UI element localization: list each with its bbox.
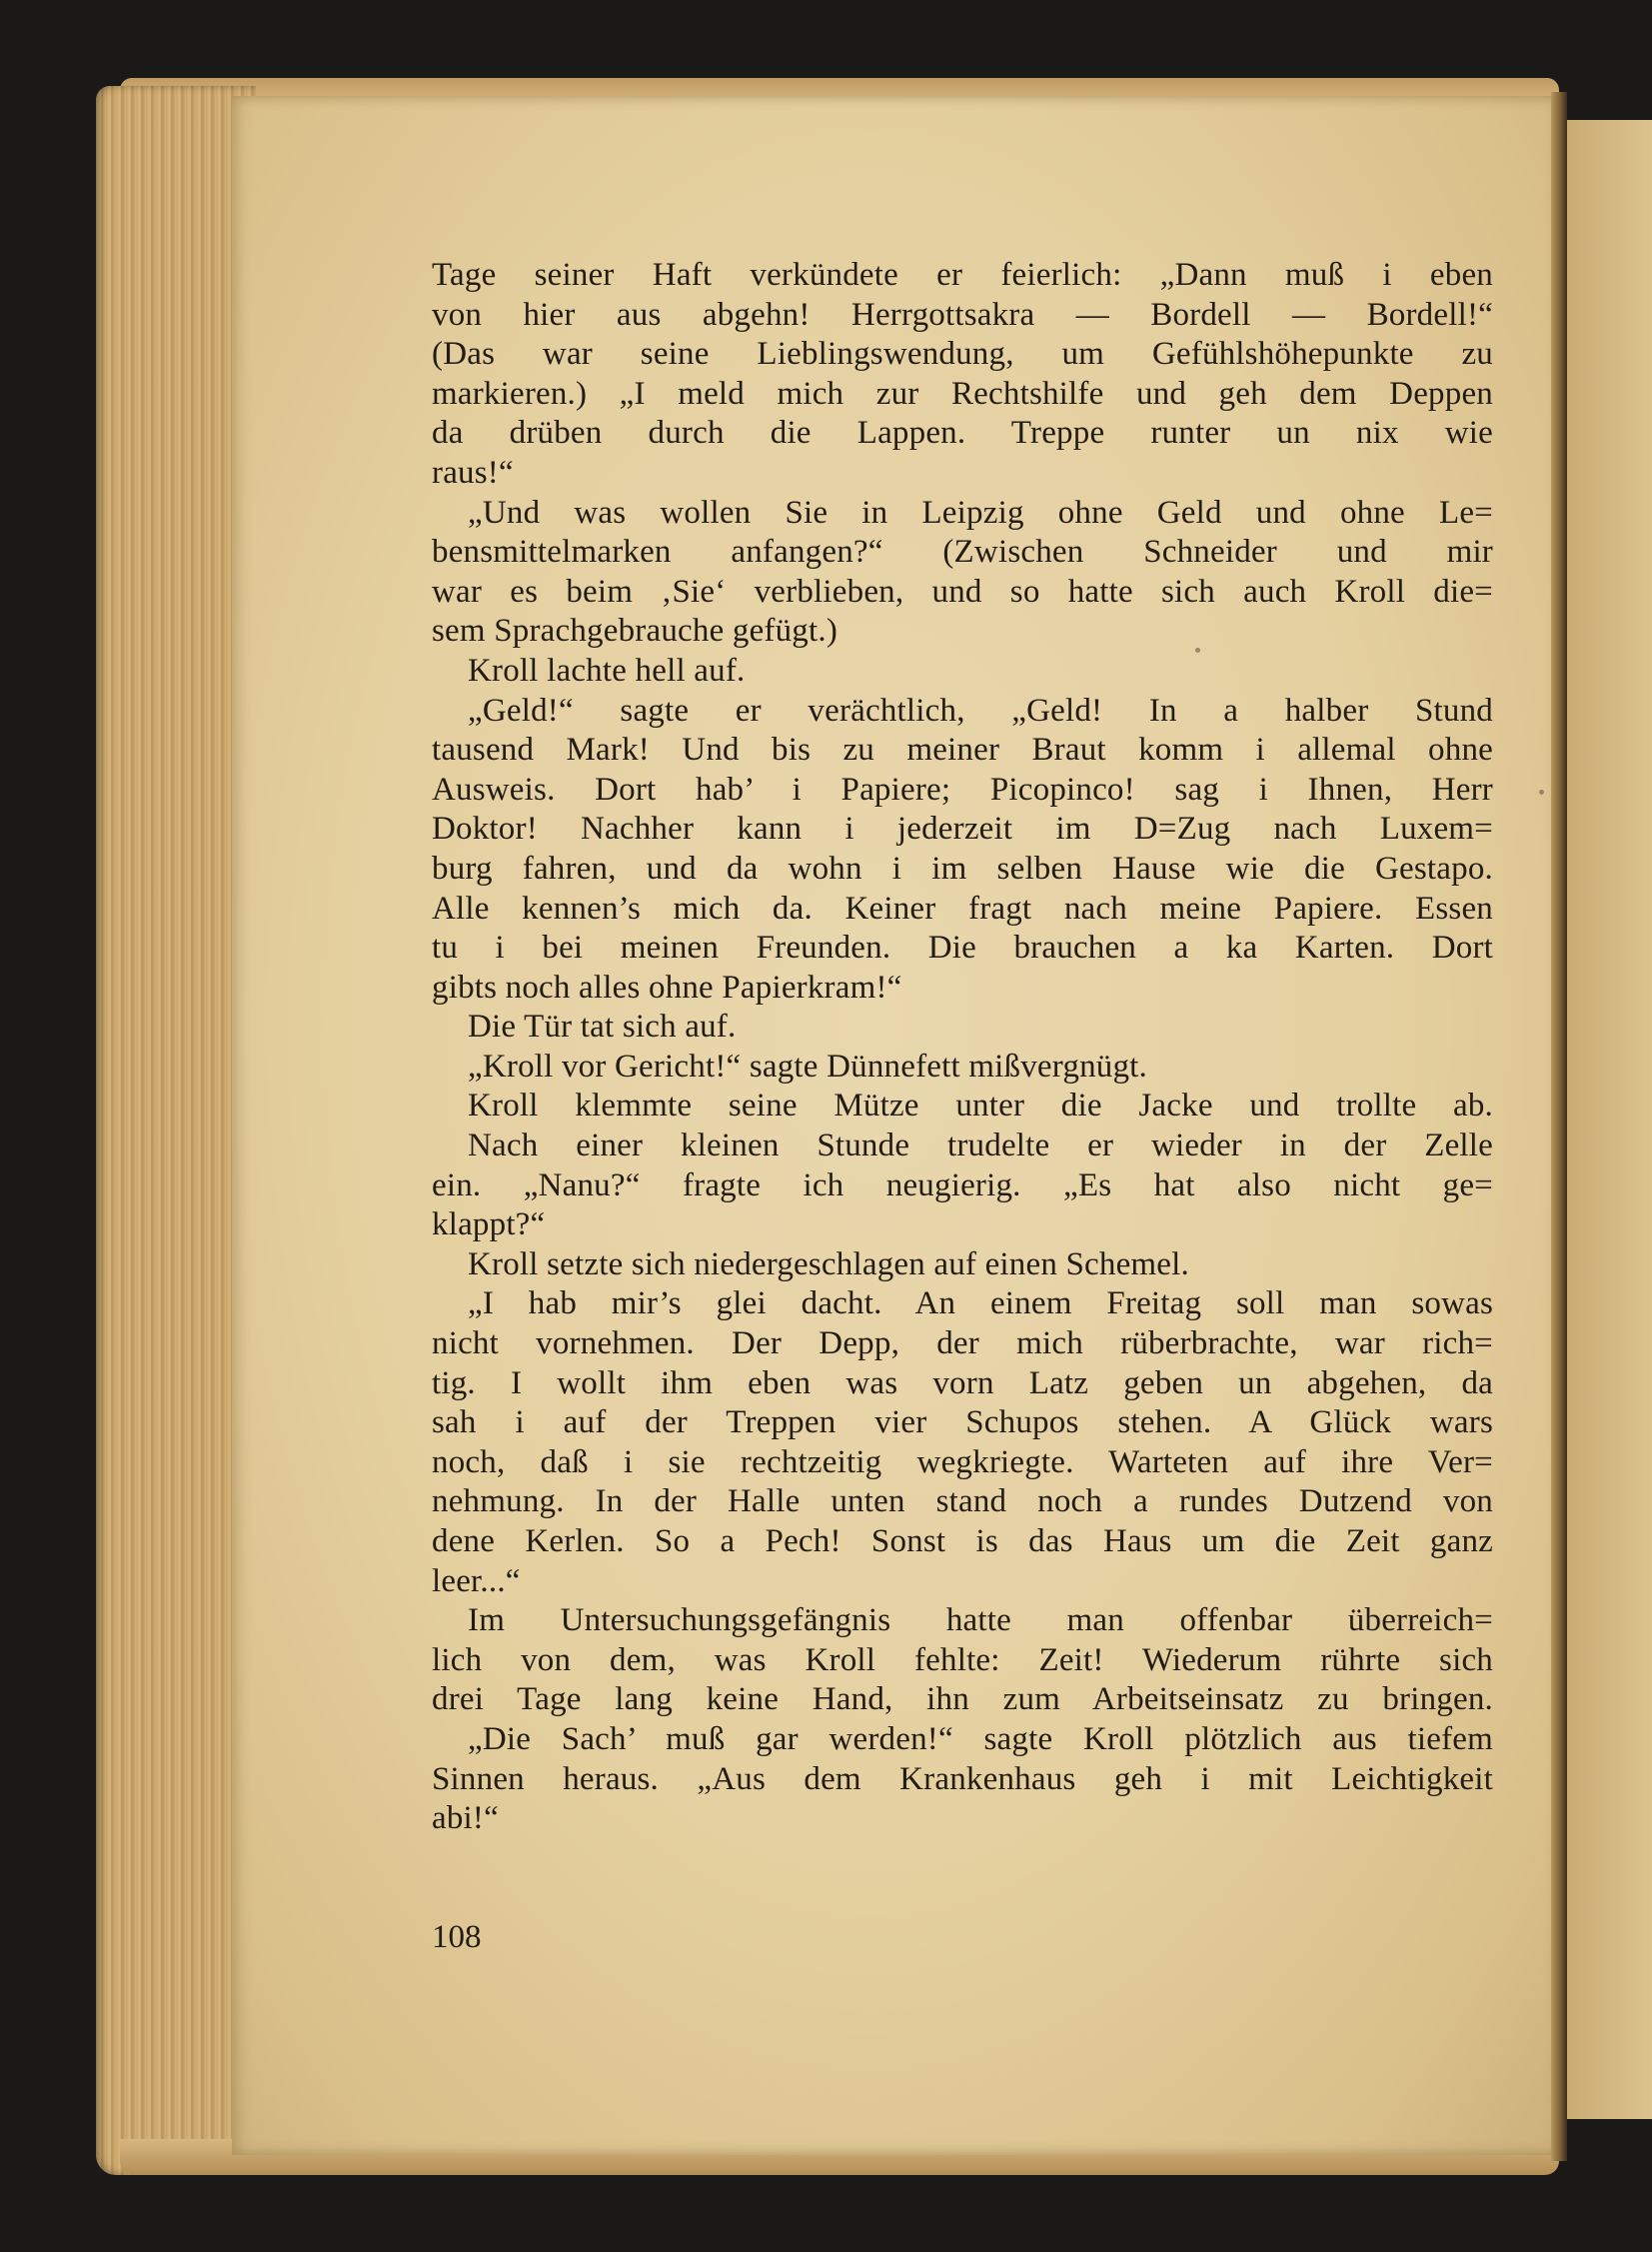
text-line: Alle kennen’s mich da. Keiner fragt nach meine Papiere. Essen — [432, 890, 1493, 927]
text-line: sem Sprachgebrauche gefügt.) — [432, 613, 838, 650]
text-line: Im Untersuchungsgefängnis hatte man offenbar überreich= — [468, 1602, 1493, 1639]
facing-page-edge — [1565, 120, 1652, 2119]
text-line: tig. I wollt ihm eben was vorn Latz geben un abgehen, da — [432, 1364, 1493, 1401]
text-line: bensmittelmarken anfangen?“ (Zwischen Schneider und mir — [432, 534, 1493, 571]
text-line: nicht vornehmen. Der Depp, der mich rüberbrachte, war rich= — [432, 1325, 1493, 1362]
text-line: tausend Mark! Und bis zu meiner Braut komm i allemal ohne — [432, 732, 1493, 769]
text-line: nehmung. In der Halle unten stand noch a rundes Dutzend von — [432, 1483, 1493, 1520]
text-line: Ausweis. Dort hab’ i Papiere; Picopinco! sag i Ihnen, Herr — [432, 771, 1493, 808]
text-line: Die Tür tat sich auf. — [468, 1009, 737, 1046]
text-line: Kroll klemmte seine Mütze unter die Jacke und trollte ab. — [468, 1088, 1493, 1125]
text-line: leer...“ — [432, 1562, 521, 1599]
text-line: „Und was wollen Sie in Leipzig ohne Geld und ohne Le= — [468, 494, 1493, 531]
text-line: ein. „Nanu?“ fragte ich neugierig. „Es hat also nicht ge= — [432, 1166, 1493, 1203]
text-line: drei Tage lang keine Hand, ihn zum Arbeitseinsatz zu bringen. — [432, 1681, 1493, 1718]
text-line: Sinnen heraus. „Aus dem Krankenhaus geh i mit Leichtigkeit — [432, 1760, 1493, 1797]
text-line: dene Kerlen. So a Pech! Sonst is das Haus um die Zeit ganz — [432, 1523, 1493, 1559]
text-line: tu i bei meinen Freunden. Die brauchen a ka Karten. Dort — [432, 930, 1493, 967]
text-line: gibts noch alles ohne Papierkram!“ — [432, 969, 902, 1006]
paper-speck — [1539, 790, 1544, 795]
text-line: sah i auf der Treppen vier Schupos stehen. A Glück wars — [432, 1404, 1493, 1441]
text-line: burg fahren, und da wohn i im selben Hause wie die Gestapo. — [432, 850, 1493, 887]
text-line: markieren.) „I meld mich zur Rechtshilfe und geh dem Deppen — [432, 375, 1493, 412]
text-line: klappt?“ — [432, 1206, 546, 1243]
text-line: Doktor! Nachher kann i jederzeit im D=Zug nach Luxem= — [432, 811, 1493, 848]
body-text — [432, 256, 1493, 1839]
text-line: lich von dem, was Kroll fehlte: Zeit! Wiederum rührte sich — [432, 1641, 1493, 1678]
text-line: raus!“ — [432, 454, 514, 491]
text-line: von hier aus abgehn! Herrgottsakra — Bordell — Bordell!“ — [432, 296, 1493, 333]
text-line: Tage seiner Haft verkündete er feierlich: „Dann muß i eben — [432, 257, 1493, 293]
text-line: „I hab mir’s glei dacht. An einem Freitag soll man sowas — [468, 1285, 1493, 1322]
page-number: 108 — [432, 1919, 482, 1955]
text-line: Kroll lachte hell auf. — [468, 652, 746, 689]
text-line: Kroll setzte sich niedergeschlagen auf einen Schemel. — [468, 1245, 1189, 1282]
text-line: war es beim ‚Sie‘ verblieben, und so hatte sich auch Kroll die= — [432, 573, 1493, 610]
text-line: „Die Sach’ muß gar werden!“ sagte Kroll plötzlich aus tiefem — [468, 1720, 1493, 1757]
text-line: (Das war seine Lieblingswendung, um Gefühlshöhepunkte zu — [432, 336, 1493, 373]
text-line: da drüben durch die Lappen. Treppe runter un nix wie — [432, 415, 1493, 452]
book-gutter — [1551, 92, 1567, 2161]
text-line: abi!“ — [432, 1800, 499, 1837]
text-line: „Kroll vor Gericht!“ sagte Dünnefett mißvergnügt. — [468, 1048, 1147, 1085]
text-line: Nach einer kleinen Stunde trudelte er wieder in der Zelle — [468, 1127, 1493, 1164]
text-line: noch, daß i sie rechtzeitig wegkriegte. Warteten auf ihre Ver= — [432, 1443, 1493, 1480]
text-line: „Geld!“ sagte er verächtlich, „Geld! In a halber Stund — [468, 692, 1493, 729]
